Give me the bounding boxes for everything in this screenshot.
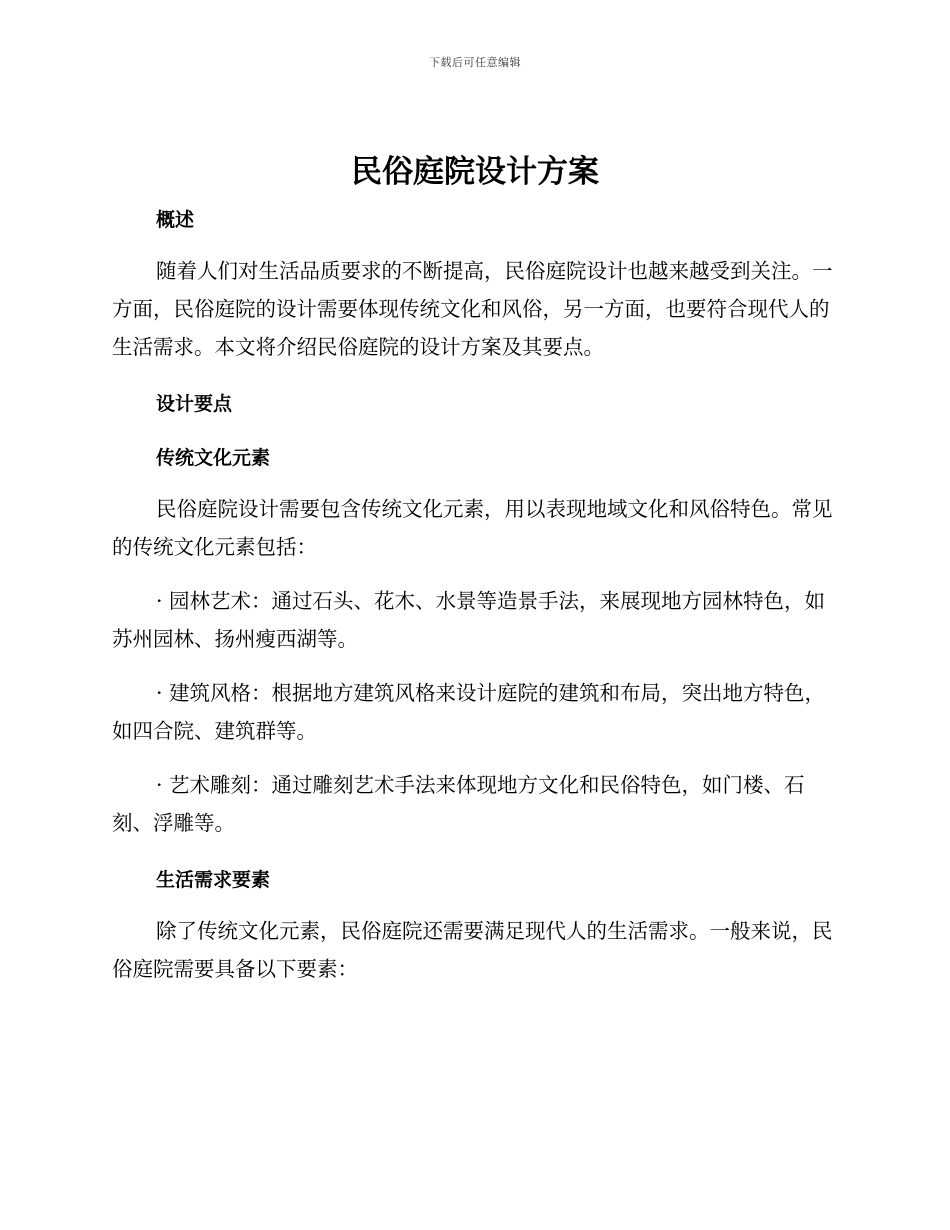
spacer	[112, 242, 834, 252]
bullet-architecture-style: · 建筑风格：根据地方建筑风格来设计庭院的建筑和布局，突出地方特色，如四合院、建筑群等。	[112, 681, 826, 743]
paragraph-living-needs: 除了传统文化元素，民俗庭院还需要满足现代人的生活需求。一般来说，民俗庭院需要具备以下要素：	[112, 919, 833, 981]
paragraph-traditional-elements: 民俗庭院设计需要包含传统文化元素，用以表现地域文化和风俗特色。常见的传统文化元素包括：	[112, 497, 833, 559]
spacer	[112, 480, 834, 490]
bullet-art-carving: · 艺术雕刻：通过雕刻艺术手法来体现地方文化和民俗特色，如门楼、石刻、浮雕等。	[112, 773, 805, 835]
paragraph-overview: 随着人们对生活品质要求的不断提高，民俗庭院设计也越来越受到关注。一方面，民俗庭院的设计需要体现传统文化和风俗，另一方面，也要符合现代人的生活需求。本文将介绍民俗庭院的设计方案及其要点。	[112, 259, 833, 359]
document-body	[112, 198, 834, 988]
header-note: 下载后可任意编辑	[429, 56, 521, 69]
spacer	[112, 658, 834, 674]
spacer	[112, 366, 834, 382]
spacer	[112, 566, 834, 582]
spacer	[112, 842, 834, 858]
spacer	[112, 426, 834, 436]
spacer	[112, 902, 834, 912]
heading-traditional-elements: 传统文化元素	[156, 447, 271, 469]
bullet-garden-art: · 园林艺术：通过石头、花木、水景等造景手法，来展现地方园林特色，如苏州园林、扬州瘦西湖等。	[112, 589, 826, 651]
heading-living-needs: 生活需求要素	[156, 869, 271, 891]
heading-overview: 概述	[156, 209, 195, 231]
document-title: 民俗庭院设计方案	[351, 154, 599, 190]
spacer	[112, 750, 834, 766]
heading-design-points: 设计要点	[156, 393, 233, 415]
